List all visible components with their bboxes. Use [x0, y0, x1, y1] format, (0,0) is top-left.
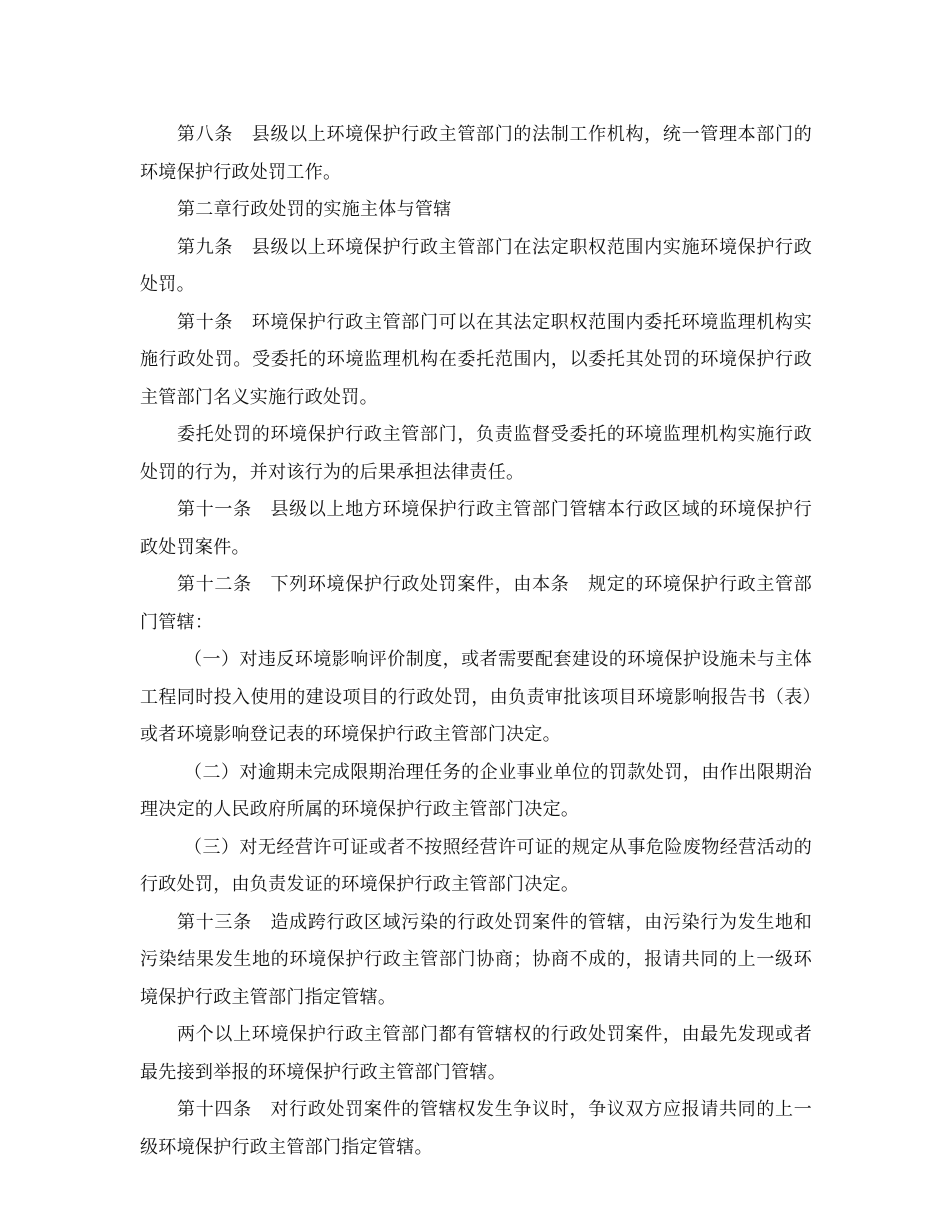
document-body: [140, 116, 812, 1166]
article-10-clause-2: 委托处罚的环境保护行政主管部门，负责监督受委托的环境监理机构实施行政处罚的行为，并对该行为的后果承担法律责任。: [140, 424, 812, 483]
article-8: 第八条 县级以上环境保护行政主管部门的法制工作机构，统一管理本部门的环境保护行政处罚工作。: [140, 124, 812, 183]
article-12: 第十二条 下列环境保护行政处罚案件，由本条 规定的环境保护行政主管部门管辖：: [140, 574, 812, 633]
article-13-clause-2: 两个以上环境保护行政主管部门都有管辖权的行政处罚案件，由最先发现或者最先接到举报的环境保护行政主管部门管辖。: [140, 1024, 812, 1083]
article-14: 第十四条 对行政处罚案件的管辖权发生争议时，争议双方应报请共同的上一级环境保护行政主管部门指定管辖。: [140, 1099, 812, 1158]
article-10: 第十条 环境保护行政主管部门可以在其法定职权范围内委托环境监理机构实施行政处罚。受委托的环境监理机构在委托范围内，以委托其处罚的环境保护行政主管部门名义实施行政处罚。: [140, 311, 812, 408]
chapter-2-heading: 第二章行政处罚的实施主体与管辖: [177, 199, 452, 220]
article-12-item-3: （三）对无经营许可证或者不按照经营许可证的规定从事危险废物经营活动的行政处罚，由负责发证的环境保护行政主管部门决定。: [140, 836, 812, 895]
article-9: 第九条 县级以上环境保护行政主管部门在法定职权范围内实施环境保护行政处罚。: [140, 236, 812, 295]
article-12-item-2: （二）对逾期未完成限期治理任务的企业事业单位的罚款处罚，由作出限期治理决定的人民政府所属的环境保护行政主管部门决定。: [140, 761, 812, 820]
article-12-item-1: （一）对违反环境影响评价制度，或者需要配套建设的环境保护设施未与主体工程同时投入使用的建设项目的行政处罚，由负责审批该项目环境影响报告书（表）或者环境影响登记表的环境保护行政主管部门决定。: [140, 649, 812, 745]
article-11: 第十一条 县级以上地方环境保护行政主管部门管辖本行政区域的环境保护行政处罚案件。: [140, 499, 812, 558]
article-13: 第十三条 造成跨行政区域污染的行政处罚案件的管辖，由污染行为发生地和污染结果发生地的环境保护行政主管部门协商；协商不成的，报请共同的上一级环境保护行政主管部门指定管辖。: [140, 911, 812, 1008]
